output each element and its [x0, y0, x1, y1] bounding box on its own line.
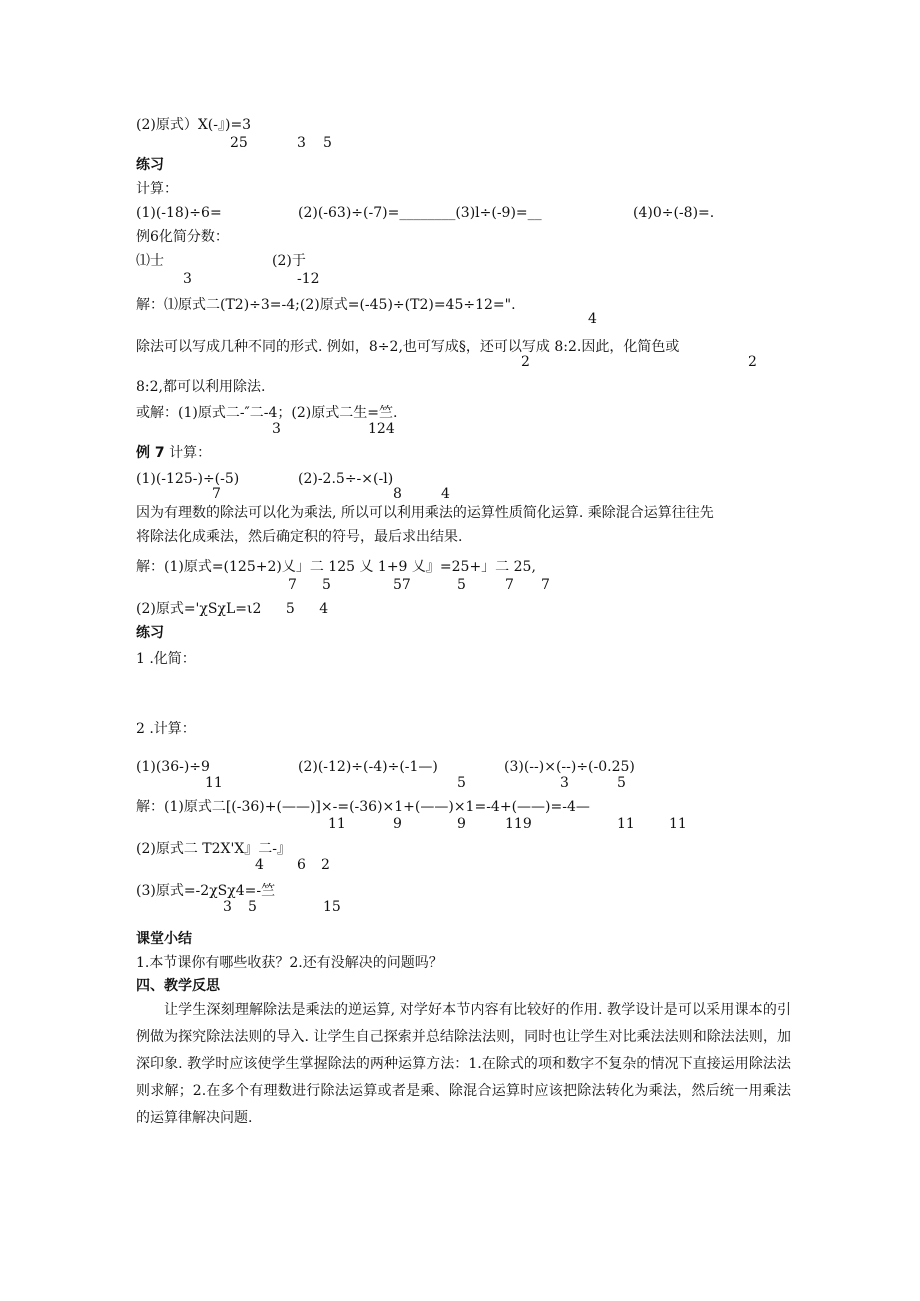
alternative-solution: 或解：(1)原式二-″二-4；(2)原式二生=竺. [136, 405, 398, 421]
sub-num: 119 [505, 816, 532, 832]
sub-num: 7 [212, 486, 221, 502]
example-6: 例6化简分数： [136, 229, 229, 245]
sub-num: 5 [322, 577, 331, 593]
sub-num: 7 [541, 577, 550, 593]
calc-label: 计算： [136, 181, 178, 197]
sub-num: 9 [457, 816, 466, 832]
example-7 [136, 444, 211, 462]
practice-item: (2)(-63)÷(-7)=________(3)l÷(-9)=__ [298, 205, 542, 221]
sub-num: 5 [617, 775, 626, 791]
example-6-item: (2)于 [272, 253, 306, 269]
heading-reflection: 四、教学反思 [136, 978, 220, 994]
sub-num: 5 [323, 135, 332, 151]
example-7-item: (2)-2.5÷-×(-l) [298, 471, 394, 487]
sub-num: 2 [748, 354, 757, 370]
sub-num: 7 [505, 577, 514, 593]
question-2-solution: 解：(1)原式二[(-36)+(——)]×-=(-36)×1+(——)×1=-4+(——)=-4— [136, 799, 590, 815]
question-2-item: (3)(--)×(--)÷(-0.25) [504, 759, 635, 775]
practice-item: (4)0÷(-8)=. [633, 205, 715, 221]
sub-num: 8 [393, 486, 402, 502]
sub-num: 7 [288, 577, 297, 593]
division-text-2: 8:2,都可以利用除法. [136, 379, 266, 395]
sub-num: 6 [297, 857, 306, 873]
sub-num: 2 [321, 857, 330, 873]
practice-item: (1)(-18)÷6= [136, 205, 222, 221]
sub-num: -12 [297, 271, 320, 287]
heading-summary: 课堂小结 [136, 931, 192, 947]
sub-num: 5 [285, 601, 295, 617]
solution-line: 解：⑴原式二(T2)÷3=-4;(2)原式=(-45)÷(T2)=45÷12=". [136, 297, 516, 313]
sub-num: 124 [368, 421, 395, 437]
example-6-item: ⑴士 [136, 253, 164, 269]
summary-text: 1.本节课你有哪些收获？2.还有没解决的问题吗？ [136, 955, 443, 971]
sub-num: 3 [272, 421, 281, 437]
solution-7b-text: (2)原式='χSχL=ι2 [136, 601, 262, 617]
example-7-label: 例 7 [136, 445, 165, 461]
sub-num: 4 [319, 601, 329, 617]
sub-num: 11 [205, 775, 223, 791]
example-7-item: (1)(-125-)÷(-5) [136, 471, 240, 487]
sub-num: 5 [457, 577, 466, 593]
sub-num: 4 [441, 486, 450, 502]
question-2: 2 .计算： [136, 721, 196, 737]
reflection-paragraph: 让学生深刻理解除法是乘法的逆运算, 对学好本节内容有比较好的作用. 教学设计是可以采用课本的引例做为探究除法法则的导入. 让学生自己探索并总结除法法则，同时也让学生对比乘法法则和除法法则，加深印象. 教学时应该使学生掌握除法的两种运算方法：1.在除式的项和数字不复杂的情况下直接运用除法法则求解；2.在多个有理数进行除法运算或者是乘、除混合运算时应该把除法转化为乘法，然后统一用乘法的运算律解决问题. [136, 1002, 791, 1126]
question-2-solution-3: (3)原式=-2χSχ4=-竺 [136, 883, 276, 899]
sub-num: 11 [617, 816, 635, 832]
sub-num: 4 [255, 857, 264, 873]
question-2-item: (2)(-12)÷(-4)÷(-1—) [298, 759, 438, 775]
reason-text: 将除法化成乘法，然后确定积的符号，最后求出结果. [136, 529, 463, 545]
heading-practice: 练习 [136, 625, 164, 641]
line-original-2: (2)原式）X(-』)=3 [136, 117, 252, 133]
reason-text: 因为有理数的除法可以化为乘法, 所以可以利用乘法的运算性质简化运算. 乘除混合运算往往先 [136, 505, 714, 521]
sub-num: 11 [669, 816, 687, 832]
question-2-item: (1)(36-)÷9 [136, 759, 210, 775]
sub-num: 57 [393, 577, 411, 593]
sub-num: 2 [521, 354, 530, 370]
sub-num: 3 [297, 135, 306, 151]
sub-num: 3 [183, 271, 192, 287]
sub-num: 9 [393, 816, 402, 832]
heading-practice: 练习 [136, 157, 164, 173]
sub-num: 25 [230, 135, 248, 151]
sub-num: 5 [248, 899, 257, 915]
question-1: 1 .化简： [136, 651, 196, 667]
example-7-calc: 计算： [169, 445, 212, 461]
sub-num: 5 [457, 775, 466, 791]
sub-num: 3 [223, 899, 232, 915]
question-2-solution-2: (2)原式二 T2X'X』二-』 [136, 841, 292, 857]
division-text: 除法可以写成几种不同的形式. 例如，8÷2,也可写成§，还可以写成 8:2.因此，化简色或 [136, 339, 680, 355]
sub-num: 15 [323, 899, 341, 915]
sub-num: 3 [560, 775, 569, 791]
solution-7b [136, 600, 328, 618]
sub-num: 11 [328, 816, 346, 832]
sub-num: 4 [588, 311, 597, 327]
solution-7: 解：(1)原式=(125+2)乂」二 125 乂 1+9 乂』=25+」二 25, [136, 559, 536, 575]
